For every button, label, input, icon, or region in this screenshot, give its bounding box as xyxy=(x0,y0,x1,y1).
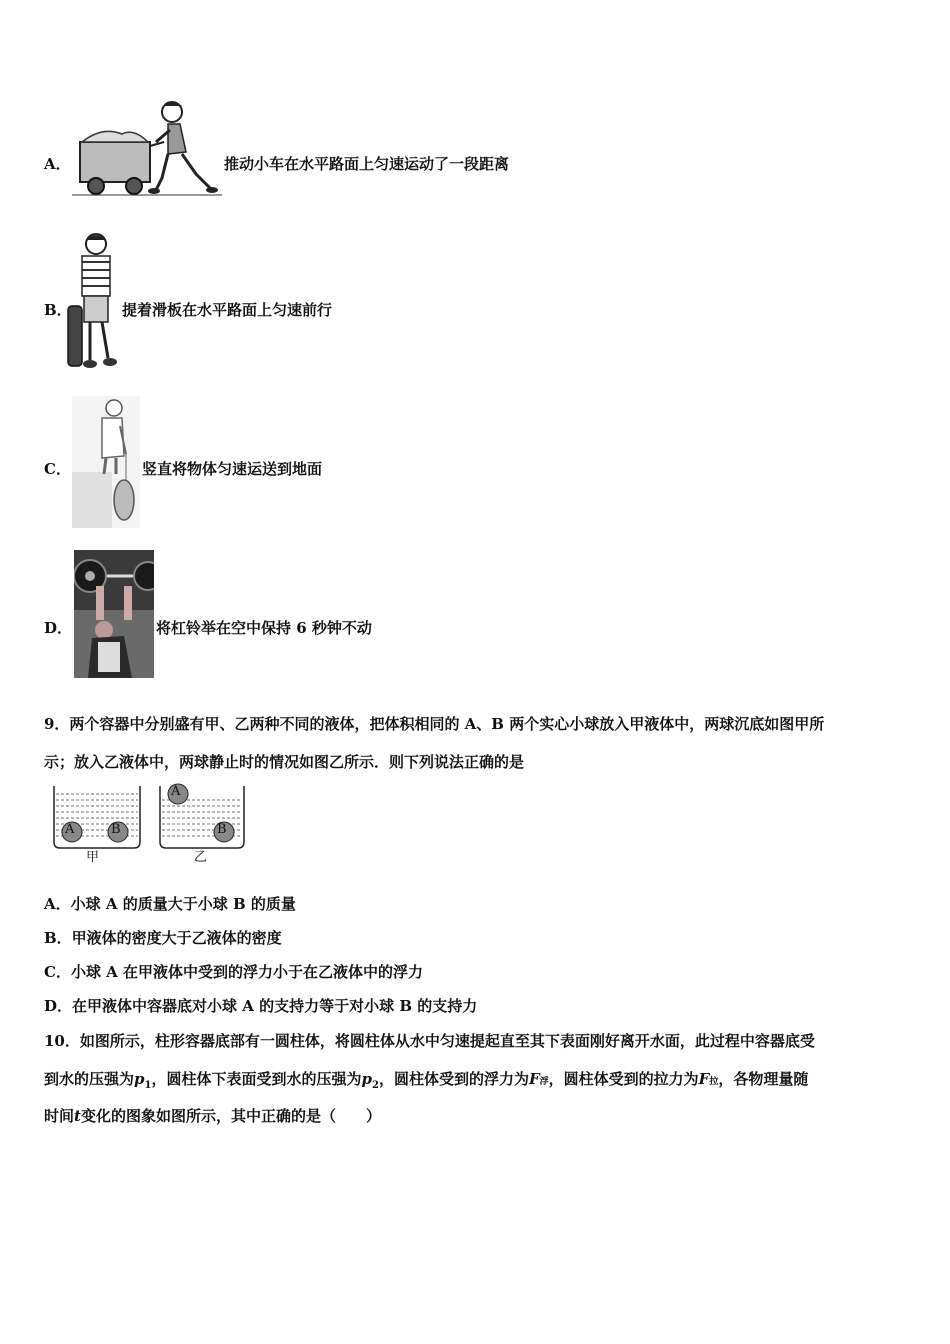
option-d-text: 将杠铃举在空中保持 6 秒钟不动 xyxy=(156,619,372,637)
lowering-object-illustration xyxy=(72,396,140,528)
label-jia: 甲 xyxy=(86,850,100,865)
option-a-letter: A． xyxy=(44,155,71,173)
q9-option-d: D．在甲液体中容器底对小球 A 的支持力等于对小球 B 的支持力 xyxy=(44,997,478,1015)
option-b-letter: B． xyxy=(44,301,72,319)
weightlifter-photo xyxy=(74,550,154,678)
q9-containers-figure xyxy=(50,780,250,864)
ball-a-jia-label: A xyxy=(65,822,75,837)
ball-b-yi-label: B xyxy=(217,822,227,837)
q9-option-c: C．小球 A 在甲液体中受到的浮力小于在乙液体中的浮力 xyxy=(44,963,424,981)
skateboard-carrying-illustration xyxy=(66,230,122,372)
ball-b-jia-label: B xyxy=(111,822,121,837)
q10-stem-line3: 时间t变化的图象如图所示，其中正确的是（ ） xyxy=(44,1107,381,1125)
q10-stem-line2: 到水的压强为$p_1$，圆柱体下表面受到水的压强为$p_2$，圆柱体受到的浮力为F浮，圆柱体受到的拉力为F拉，各物理量随 xyxy=(44,1070,809,1091)
q9-option-a: A．小球 A 的质量大于小球 B 的质量 xyxy=(44,895,296,913)
q9-stem-line2: 示；放入乙液体中，两球静止时的情况如图乙所示．则下列说法正确的是 xyxy=(44,753,525,771)
option-c-letter: C． xyxy=(44,460,71,478)
q10-stem-line1: 10．如图所示，柱形容器底部有一圆柱体，将圆柱体从水中匀速提起直至其下表面刚好离开水面，此过程中容器底受 xyxy=(44,1032,815,1050)
ball-a-yi-label: A xyxy=(171,784,181,799)
option-b-text: 提着滑板在水平路面上匀速前行 xyxy=(122,301,333,319)
q9-stem-line1: 9．两个容器中分别盛有甲、乙两种不同的液体，把体积相同的 A、B 两个实心小球放入甲液体中，两球沉底如图甲所 xyxy=(44,715,825,733)
option-d-letter: D． xyxy=(44,619,73,637)
cart-pushing-illustration xyxy=(72,98,224,200)
label-yi: 乙 xyxy=(194,850,208,865)
option-a-text: 推动小车在水平路面上匀速运动了一段距离 xyxy=(224,155,510,173)
q9-option-b: B．甲液体的密度大于乙液体的密度 xyxy=(44,929,282,947)
option-c-text: 竖直将物体匀速运送到地面 xyxy=(142,460,323,478)
